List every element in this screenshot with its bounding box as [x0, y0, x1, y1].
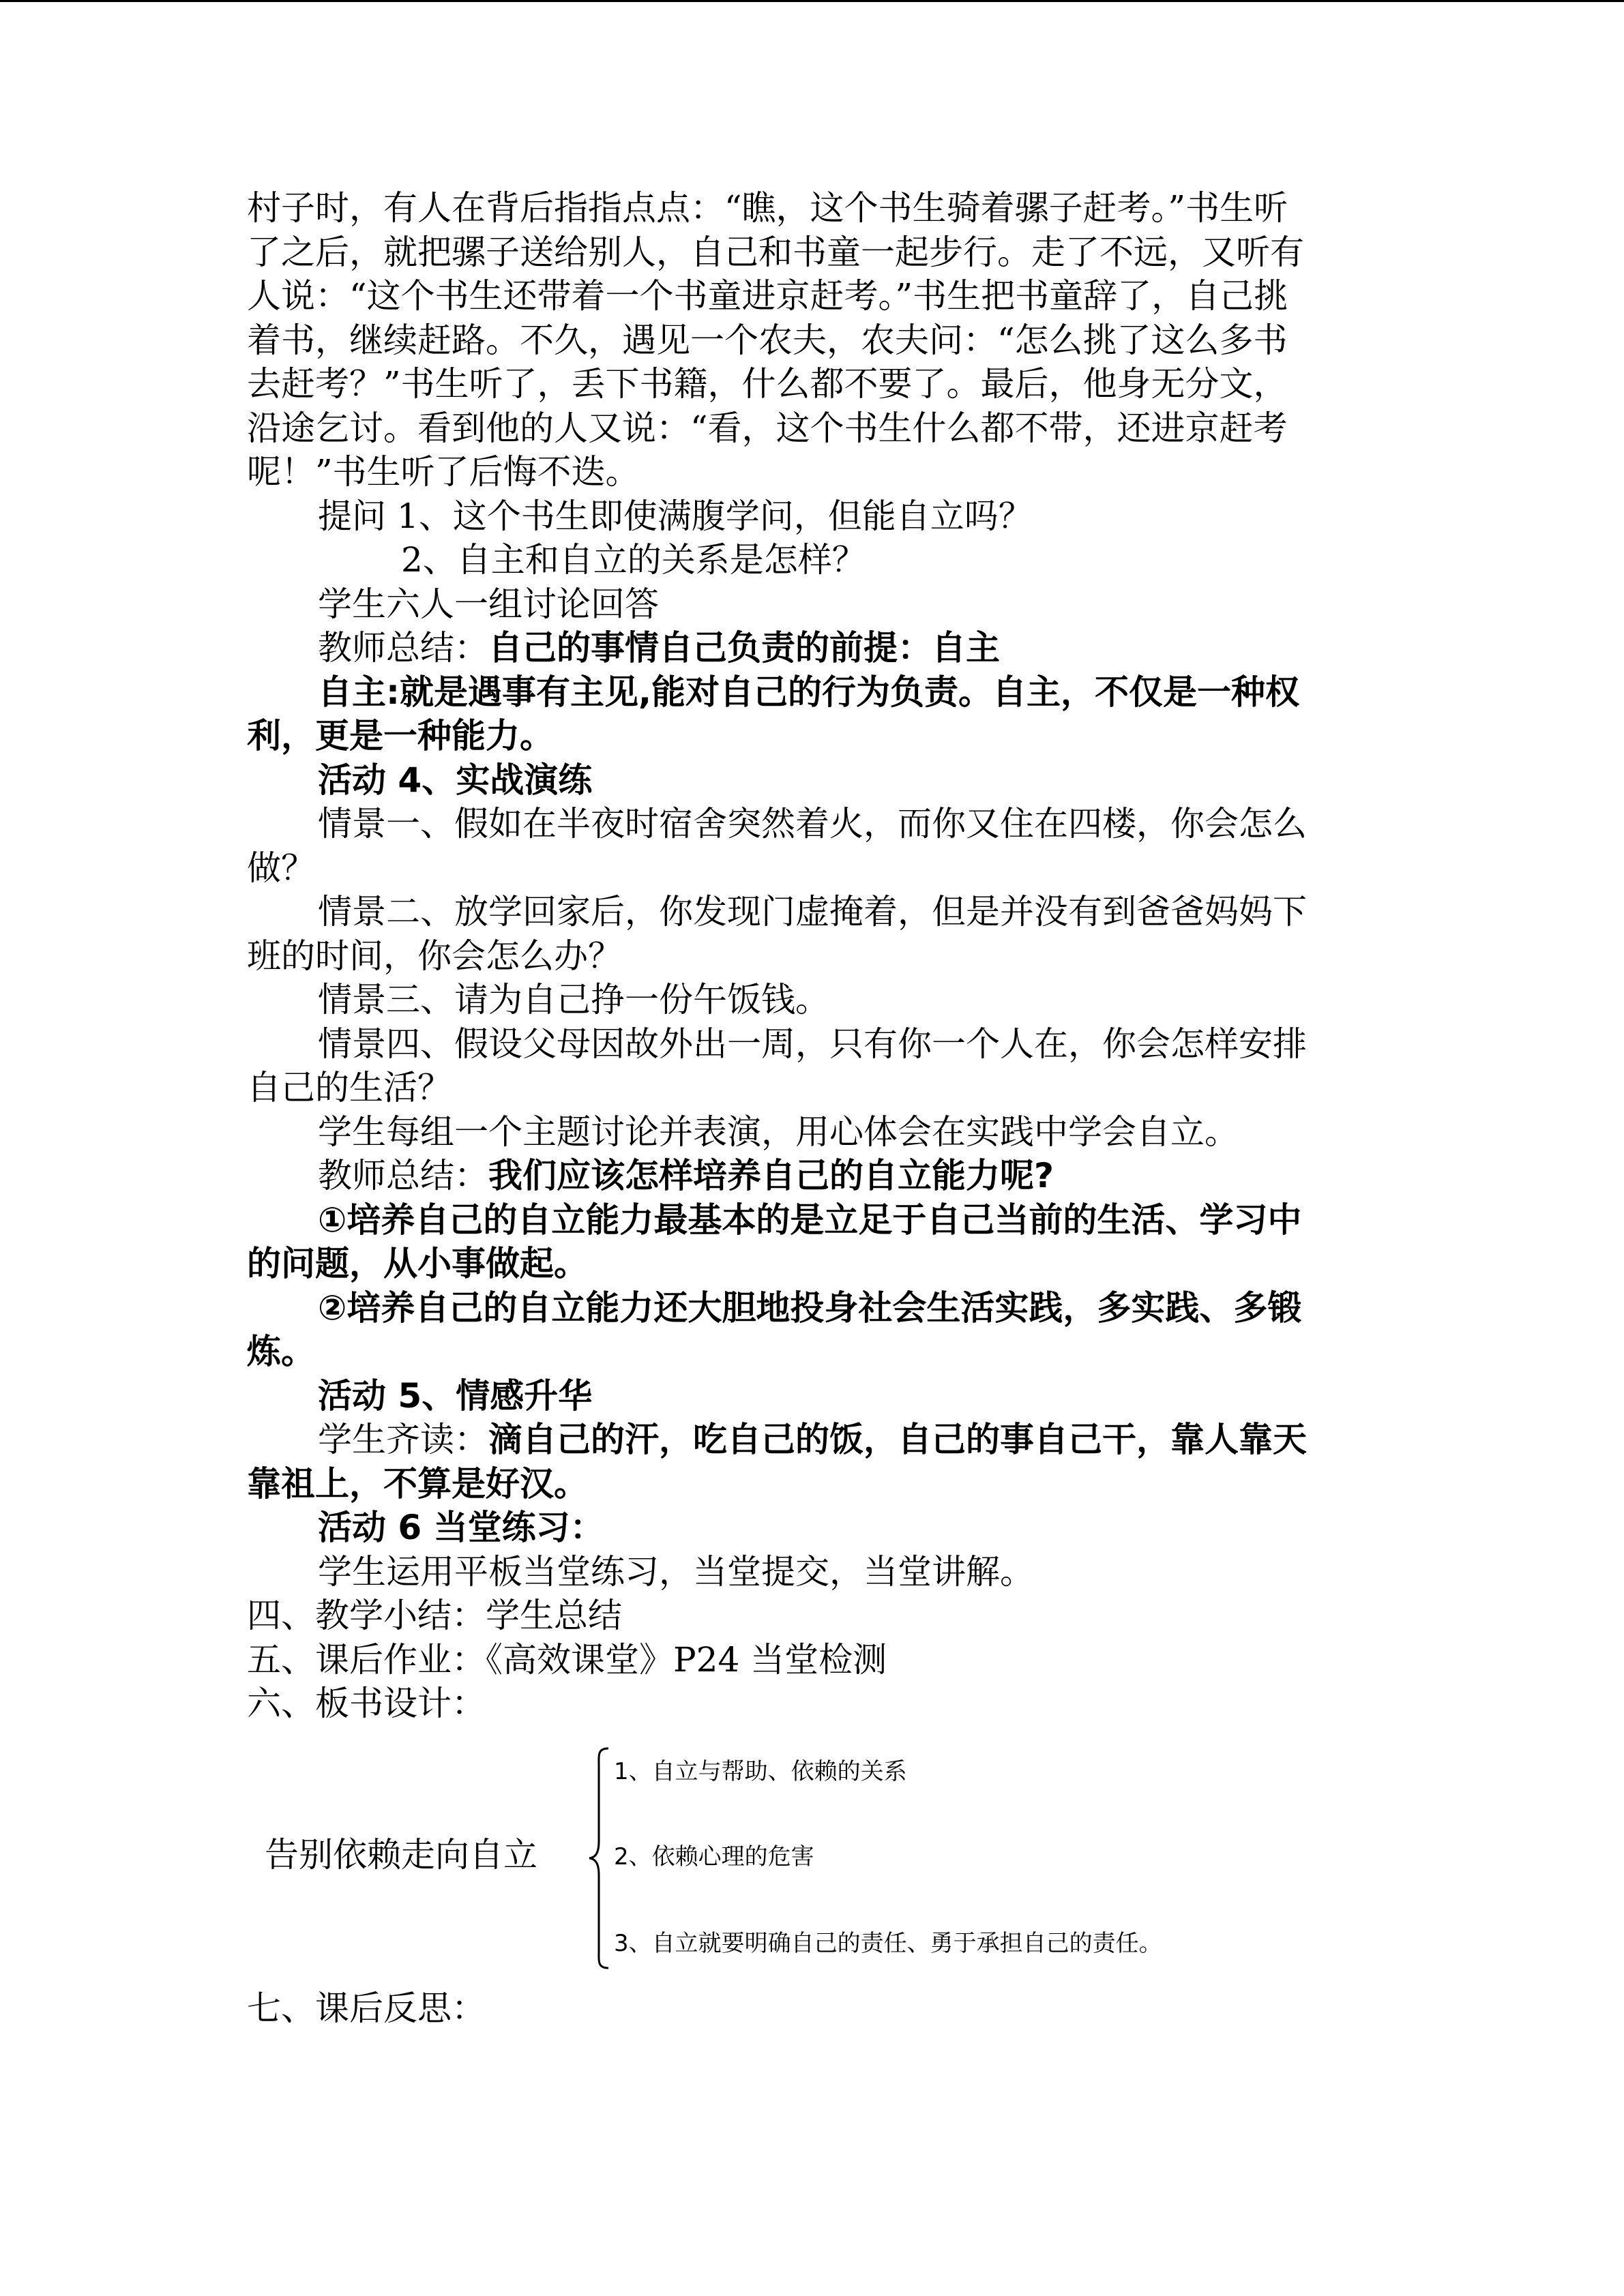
activity-4-heading: 活动 4、实战演练	[318, 760, 593, 800]
summary-bold: 自己的事情自己负责的前提：自主	[488, 628, 1000, 668]
story-line: 呢！”书生听了后悔不迭。	[247, 452, 640, 492]
question-2: 2、自主和自立的关系是怎样？	[401, 540, 866, 580]
board-item-1: 1、自立与帮助、依赖的关系	[614, 1758, 907, 1785]
autonomy-definition: 自主:就是遇事有主见,能对自己的行为负责。自主，不仅是一种权	[318, 672, 1299, 712]
activity-6-heading: 活动 6 当堂练习：	[318, 1508, 604, 1547]
tablet-practice: 学生运用平板当堂练习，当堂提交，当堂讲解。	[318, 1551, 1034, 1592]
scenario-1: 情景一、假如在半夜时宿舍突然着火，而你又住在四楼，你会怎么	[318, 804, 1307, 844]
section-7: 七、课后反思：	[247, 1988, 486, 2028]
point-1-cont: 的问题，从小事做起。	[247, 1244, 588, 1283]
scenario-2-cont: 班的时间，你会怎么办？	[247, 936, 622, 976]
section-4: 四、教学小结：学生总结	[247, 1596, 622, 1635]
top-border-line	[0, 0, 1624, 2]
story-line: 沿途乞讨。看到他的人又说：“看，这个书生什么都不带，还进京赶考	[247, 408, 1288, 448]
scenario-3: 情景三、请为自己挣一份午饭钱。	[318, 980, 829, 1019]
summary-label: 教师总结：	[318, 628, 488, 668]
story-line: 着书，继续赶路。不久，遇见一个农夫，农夫问：“怎么挑了这么多书	[247, 320, 1288, 360]
point-1: ①培养自己的自立能力最基本的是立足于自己当前的生活、学习中	[318, 1199, 1302, 1240]
story-line: 人说：“这个书生还带着一个书童进京赶考。”书生把书童辞了，自己挑	[247, 276, 1288, 316]
group-discussion: 学生六人一组讨论回答	[318, 584, 659, 624]
question-1: 提问 1、这个书生即使满腹学问，但能自立吗？	[318, 496, 1033, 536]
autonomy-definition-cont: 利，更是一种能力。	[247, 716, 554, 756]
lesson-body	[247, 186, 1352, 1726]
summary-label: 教师总结：	[318, 1156, 488, 1195]
board-item-3: 3、自立就要明确自己的责任、勇于承担自己的责任。	[614, 1930, 1162, 1957]
section-5: 五、课后作业：《高效课堂》P24 当堂检测	[247, 1639, 887, 1680]
board-title: 告别依赖走向自立	[265, 1835, 537, 1875]
point-2-cont: 炼。	[247, 1332, 315, 1371]
reading-label: 学生齐读：	[318, 1420, 488, 1459]
story-line: 了之后，就把骡子送给别人，自己和书童一起步行。走了不远，又听有	[247, 232, 1304, 272]
group-reading	[247, 1418, 1352, 1462]
teacher-summary-1	[247, 626, 1352, 670]
board-item-2: 2、依赖心理的危害	[614, 1843, 814, 1870]
point-2: ②培养自己的自立能力还大胆地投身社会生活实践，多实践、多锻	[318, 1287, 1302, 1328]
activity-5-heading: 活动 5、情感升华	[318, 1375, 593, 1416]
teacher-summary-2	[247, 1154, 1352, 1198]
reading-text: 滴自己的汗，吃自己的饭，自己的事自己干，靠人靠天	[488, 1420, 1307, 1459]
scenario-1-cont: 做？	[247, 848, 315, 888]
story-line: 村子时，有人在背后指指点点：“瞧，这个书生骑着骡子赶考。”书生听	[247, 188, 1288, 228]
scenario-4-cont: 自己的生活？	[247, 1068, 452, 1107]
perform-instruction: 学生每组一个主题讨论并表演，用心体会在实践中学会自立。	[318, 1112, 1239, 1152]
story-line: 去赶考？”书生听了，丢下书籍，什么都不要了。最后，他身无分文，	[247, 364, 1288, 404]
reading-text-cont: 靠祖上，不算是好汉。	[247, 1463, 588, 1504]
summary-bold: 我们应该怎样培养自己的自立能力呢?	[488, 1156, 1054, 1195]
scenario-4: 情景四、假设父母因故外出一周，只有你一个人在，你会怎样安排	[318, 1024, 1307, 1064]
curly-brace	[585, 1746, 612, 1971]
scenario-2: 情景二、放学回家后，你发现门虚掩着，但是并没有到爸爸妈妈下	[318, 892, 1307, 931]
section-6: 六、板书设计：	[247, 1684, 486, 1723]
